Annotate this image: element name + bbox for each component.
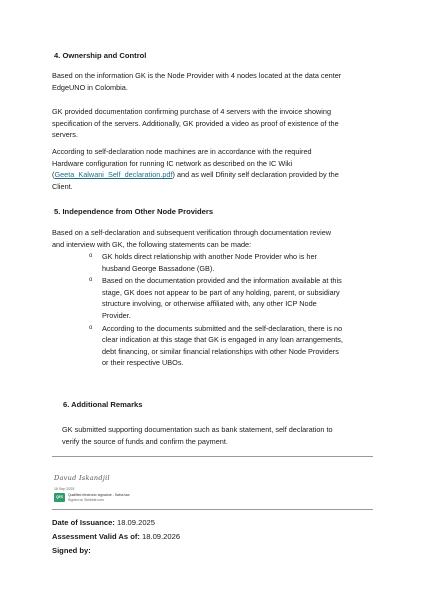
signature-platform: Signed on Skribble.com (68, 498, 104, 502)
signature-type: Qualified electronic signature - Swiss law (68, 493, 130, 497)
text-line: EdgeUNO in Colombia. (52, 82, 128, 92)
assessment-valid (52, 532, 180, 542)
divider (52, 456, 373, 457)
bullet-mark: o (89, 277, 93, 284)
text-line: GK submitted supporting documentation such as bank statement, self declaration to (62, 425, 333, 434)
self-declaration-link[interactable]: Geeta_Kalwani_Self_declaration.pdf (54, 170, 173, 180)
text-line: GK provided documentation confirming purchase of 4 servers with the invoice showing (52, 107, 332, 116)
section-4-para-3 (52, 146, 373, 192)
text-line: servers. (52, 130, 78, 140)
text-line: Hardware configuration for running IC network as described on the IC Wiki (52, 158, 293, 168)
list-item (89, 323, 376, 369)
text-line: clear indication at this stage that GK is engaged in any loan arrangements, (102, 335, 343, 345)
section-5-intro (52, 227, 373, 250)
signature-date: 18 Sep 2025 (54, 487, 75, 491)
text-line: debt financing, or similar financial relationships with other Node Providers (102, 346, 339, 356)
text-line (52, 169, 373, 181)
paren-open: ( (52, 170, 55, 180)
list-item (89, 251, 376, 274)
text-line: structure involving, or otherwise affiliated with, any other ICP Node (102, 299, 317, 309)
section-6-para (62, 424, 374, 447)
text-line: Based on the documentation provided and the information available at this (102, 276, 342, 286)
signed-by (52, 546, 91, 556)
text-line: Provider. (102, 310, 131, 320)
text-line: or their respective UBOs. (102, 358, 184, 368)
text-line: According to self-declaration node machines are in accordance with the required (52, 147, 312, 156)
bullet-mark: o (89, 324, 93, 331)
text-line: stage, GK does not appear to be part of any holding, parent, or subsidiary (102, 287, 340, 297)
text-line: husband George Bassadone (GB). (102, 263, 215, 273)
valid-label: Assessment Valid As of: (52, 532, 140, 541)
text-line: verify the source of funds and confirm the payment. (62, 436, 228, 446)
text-line: GK holds direct relationship with another Node Provider who is her (102, 252, 317, 261)
signed-by-label: Signed by: (52, 546, 91, 555)
section-5-heading: 5. Independence from Other Node Providers (54, 207, 214, 216)
text-line: According to the documents submitted and the self-declaration, there is no (102, 323, 343, 333)
section-4-heading: 4. Ownership and Control (54, 51, 147, 60)
section-6-heading: 6. Additional Remarks (63, 400, 143, 409)
issuance-label: Date of Issuance: (52, 518, 115, 527)
text-line: specification of the servers. Additionally, GK provided a video as proof of existence of the (52, 118, 339, 128)
text-line: and interview with GK, the following statements can be made: (52, 239, 252, 249)
text-line: Client. (52, 181, 73, 191)
issuance-value: 18.09.2025 (114, 518, 156, 527)
handwritten-signature: Davud Iskandjil (54, 474, 110, 482)
text-line: Based on the information GK is the Node Provider with 4 nodes located at the data center (52, 71, 342, 80)
section-4-para-1 (52, 70, 373, 93)
text-line: Based on a self-declaration and subsequent verification through documentation review (52, 228, 332, 237)
valid-value: 18.09.2026 (139, 532, 181, 541)
text-run: ) and as well Dfinity self declaration provided by the (172, 170, 339, 180)
date-of-issuance (52, 518, 155, 528)
qes-badge-icon: QES (54, 493, 65, 502)
list-item (89, 275, 376, 321)
bullet-mark: o (89, 253, 93, 259)
divider (52, 509, 373, 510)
section-4-para-2 (52, 106, 373, 141)
independence-bullet-list (89, 251, 376, 370)
